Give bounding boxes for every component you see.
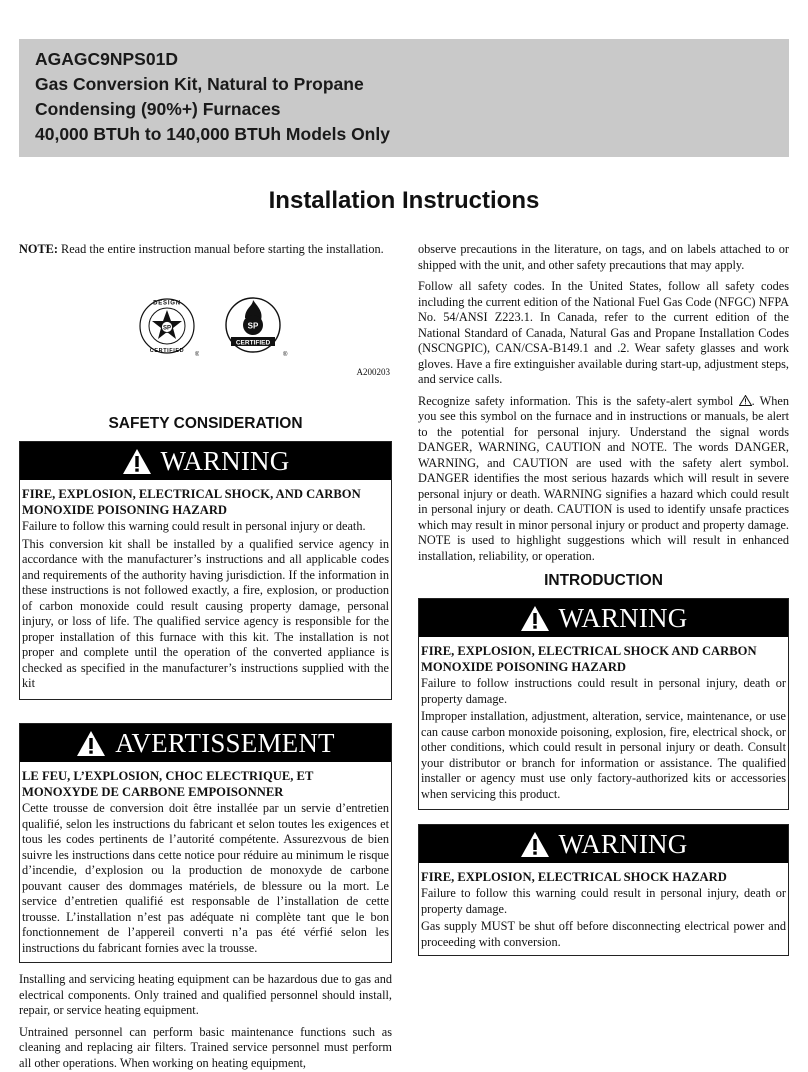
warning-body xyxy=(419,637,788,807)
safety-info-end: . When you see this symbol on the furnace and in instructions or manuals, be alert to the potential for personal injury. Understand the signal words DANGER, WARNING, CAUTION and NOTE. The words DANGER, WARNING, and CAUTION are used with the safety alert symbol. DANGER identifies the most serious hazards which will result in severe personal injury or death. WARNING signifies a hazard which could result in personal injury or death. CAUTION is used to identify unsafe practices which may result in minor personal injury or product and property damage. NOTE is used to highlight suggestions which will result in enhanced installation, reliability, or operation. xyxy=(418,393,789,563)
document-title: Installation Instructions xyxy=(268,187,540,214)
avertissement-body xyxy=(20,762,391,961)
design-logo-mark: SP xyxy=(162,325,172,332)
warning-box-fire-co xyxy=(418,598,789,810)
warning-title: FIRE, EXPLOSION, ELECTRICAL SHOCK AND CARBON MONOXIDE POISONING HAZARD xyxy=(421,644,757,674)
csa-logo-registered: ® xyxy=(283,352,288,358)
warning-paragraph-2: Gas supply MUST be shut off before disconnecting electrical power and proceeding with conversion. xyxy=(421,919,786,949)
warning-triangle-icon xyxy=(520,831,550,858)
product-title-banner xyxy=(19,39,789,157)
warning-paragraph-2: Improper installation, adjustment, alteration, service, maintenance, or use can cause carbon monoxide poisoning, explosion, fire, electrical shock, or other conditions, which could result in personal injury or death. Consult your distributor or branch for information or assistance. The qualified installer or agency must use only factory-authorized kits or accessories when servicing this product. xyxy=(421,709,786,801)
note-paragraph xyxy=(19,242,392,276)
body-paragraph-safety-codes: Follow all safety codes. In the United States, follow all safety codes including the current edition of the National Fuel Gas Code (NFGC) NFPA No. 54/ANSI Z223.1. In Canada, refer to the current edition of the National Standard of Canada, Natural Gas and Propane Installation Codes (NSCNGPIC), CAN/CSA-B149.1 and .2. Wear safety glasses and work gloves. Have a fire extinguisher available during start-up, adjustment steps, and service calls. xyxy=(418,279,789,386)
product-name: Gas Conversion Kit, Natural to Propane xyxy=(35,74,364,94)
warning-header xyxy=(20,442,391,480)
warning-triangle-icon xyxy=(122,448,152,475)
certification-logos xyxy=(19,276,392,384)
csa-logo-label: CERTIFIED xyxy=(235,339,271,347)
warning-triangle-icon xyxy=(76,730,106,757)
warning-title: FIRE, EXPLOSION, ELECTRICAL SHOCK HAZARD xyxy=(421,870,727,884)
warning-body xyxy=(419,863,788,955)
body-paragraph-safety-info xyxy=(418,394,789,565)
body-paragraph-precautions: observe precautions in the literature, on tags, and on labels attached to or shipped with the unit, and other safety precautions that may apply. xyxy=(418,242,789,272)
body-paragraph-untrained: Untrained personnel can perform basic maintenance functions such as cleaning and replacing air filters. Trained service personnel must perform all other operations. When working on heating equipment, xyxy=(19,1024,392,1070)
note-label: NOTE: xyxy=(19,242,58,256)
product-models: 40,000 BTUh to 140,000 BTUh Models Only xyxy=(35,124,390,144)
design-certified-logo xyxy=(137,294,199,360)
design-logo-bottom-text: CERTIFIED xyxy=(149,348,185,354)
warning-label: WARNING xyxy=(160,446,290,476)
warning-box-shock xyxy=(418,824,789,956)
avertissement-box xyxy=(19,723,392,963)
avertissement-paragraph: Cette trousse de conversion doit être installée par un servie d’entretien qualifié, selon les instructions du fabricant et selon toutes les exigences et tous les codes pertinents de l’autorité compétente. Assurezvous de bien suivre les instructions dans cette notice pour réduire au minimum le risque d’incendie, d’explosion ou la production de monoxyde de carbone pouvant causer des dommages matériels, de blessure ou la mort. Le service d’entretien qualifié est responsable de l’installation de cette trousse. L’installation n’est pas adéquate ni complète tant que le bon fonctionnement de l’appereil converti n’a pas été vérfié selon les instructions du fabricant fornies avec la trousse. xyxy=(22,801,389,955)
right-column xyxy=(418,242,789,956)
warning-header xyxy=(419,825,788,863)
warning-triangle-icon xyxy=(520,605,550,632)
warning-header xyxy=(419,599,788,637)
body-paragraph-hazard: Installing and servicing heating equipment can be hazardous due to gas and electrical components. Only trained and qualified personnel should install, repair, or service heating equipment. xyxy=(19,972,392,1017)
safety-consideration-heading: SAFETY CONSIDERATION xyxy=(108,415,303,432)
design-logo-top-text: DESIGN xyxy=(153,300,181,307)
csa-logo-mark: SP xyxy=(247,321,259,331)
left-body-text xyxy=(19,972,392,1071)
left-column xyxy=(19,242,392,1072)
figure-code: A200203 xyxy=(356,367,390,377)
model-number: AGAGC9NPS01D xyxy=(35,49,178,69)
warning-label: WARNING xyxy=(558,829,688,859)
safety-alert-icon xyxy=(739,395,752,406)
warning-label: WARNING xyxy=(558,603,688,633)
avertissement-label: AVERTISSEMENT xyxy=(115,728,335,758)
warning-title: FIRE, EXPLOSION, ELECTRICAL SHOCK, AND CARBON MONOXIDE POISONING HAZARD xyxy=(22,487,361,517)
note-text: Read the entire instruction manual before starting the installation. xyxy=(57,242,384,256)
warning-paragraph-1: Failure to follow this warning could result in personal injury or death. xyxy=(22,519,366,533)
product-subtitle: Condensing (90%+) Furnaces xyxy=(35,99,281,119)
csa-certified-logo xyxy=(219,294,291,360)
warning-body xyxy=(20,480,391,697)
warning-box-fire-explosion xyxy=(19,441,392,700)
warning-paragraph-2: This conversion kit shall be installed by a qualified service agency in accordance with the manufacturer’s instructions and all applicable codes and requirements of the authority having jurisdiction. If the information in these instructions is not followed exactly, a fire, explosion, or production of carbon monoxide could result causing property damage, personal injury, or loss of life. The qualified service agency is responsible for the proper installation of this furnace with this kit. The installation is not proper and complete until the operation of the converted appliance is checked as specified in the manufacturer’s instructions supplied with the kit xyxy=(22,536,389,690)
warning-paragraph-1: Failure to follow this warning could result in personal injury, death or property damage. xyxy=(421,886,786,916)
warning-paragraph-1: Failure to follow instructions could result in personal injury, death or property damage. xyxy=(421,676,786,706)
avertissement-title: LE FEU, L’EXPLOSION, CHOC ELECTRIQUE, ET MONOXYDE DE CARBONE EMPOISONNER xyxy=(22,769,314,799)
safety-info-start: Recognize safety information. This is the safety-alert symbol xyxy=(418,393,739,408)
avertissement-header xyxy=(20,724,391,762)
design-logo-registered: ® xyxy=(195,352,199,358)
introduction-heading: INTRODUCTION xyxy=(544,572,663,589)
